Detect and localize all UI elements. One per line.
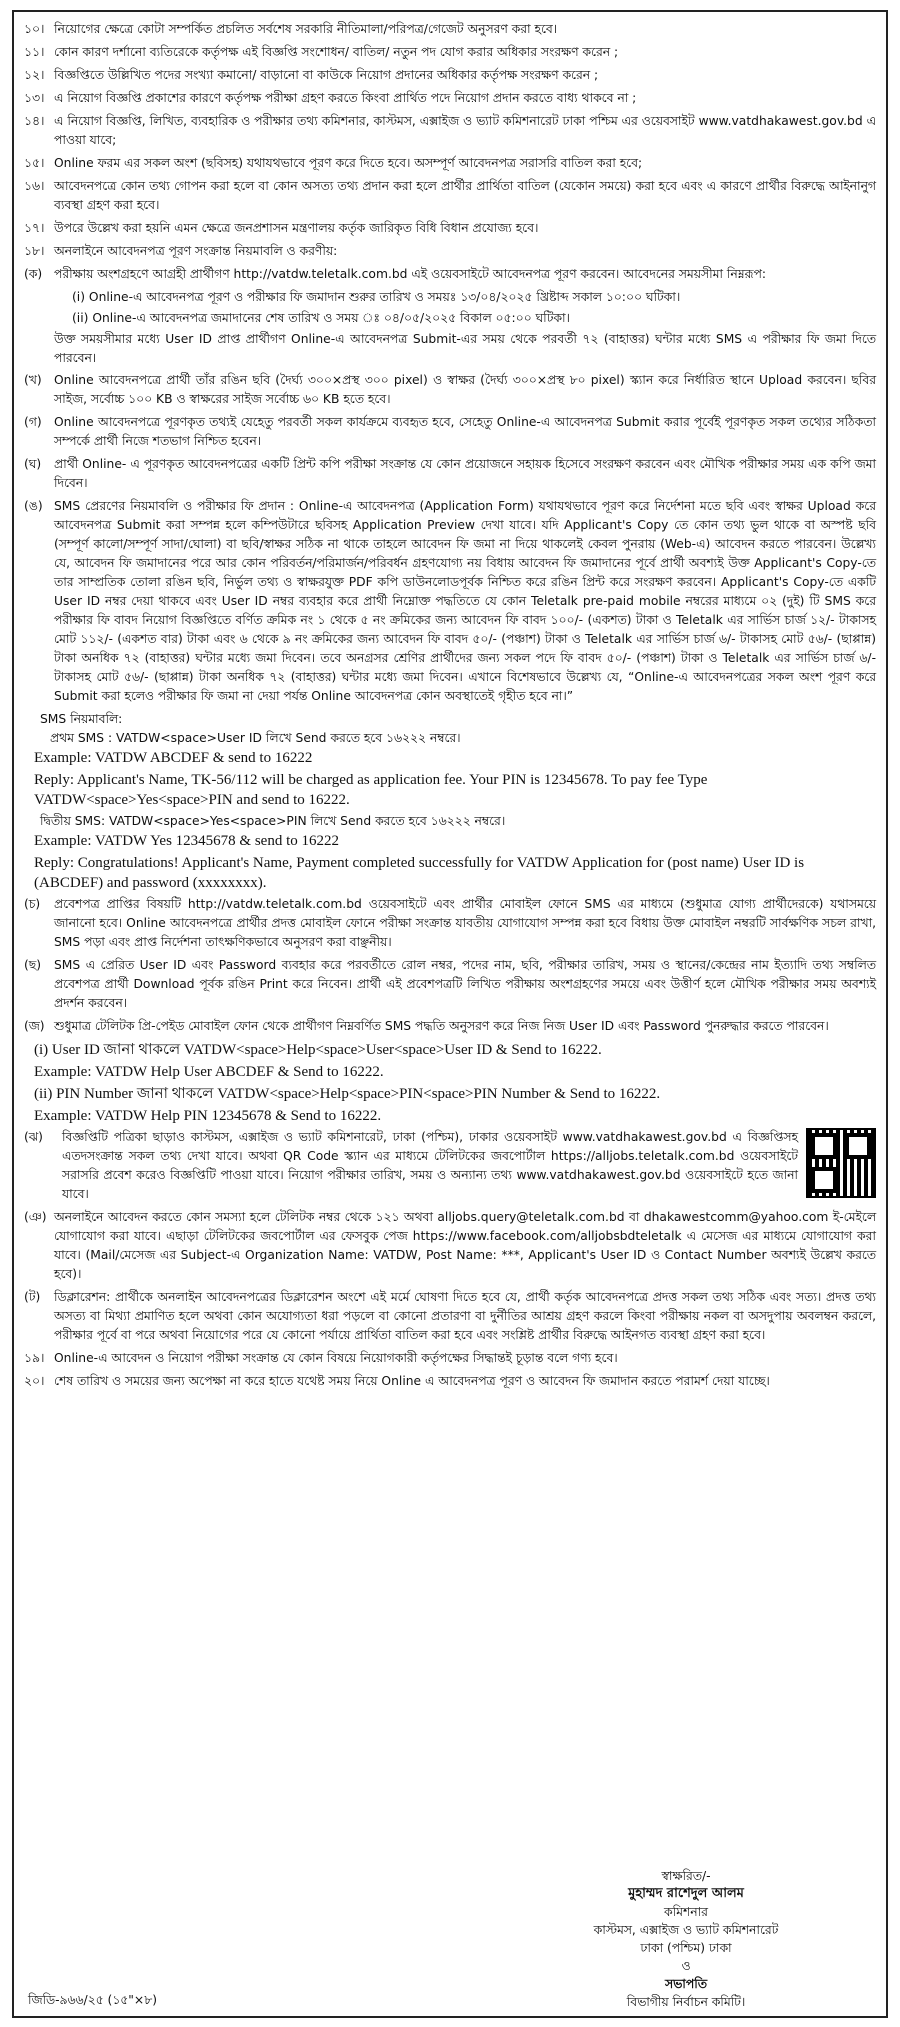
item-text: Online-এ আবেদন ও নিয়োগ পরীক্ষা সংক্রান্ত যে কোন বিষয়ে নিয়োগকারী কর্তৃপক্ষের সিদ্ধান্তই চূড়ান্ত বলে গণ্য হবে।	[54, 1351, 618, 1365]
deadline-note: উক্ত সময়সীমার মধ্যে User ID প্রাপ্ত প্রার্থীগণ Online-এ আবেদনপত্র Submit-এর সময় থেকে পরবর্তী ৭২ (বাহাত্তর) ঘন্টার মধ্যে SMS এ পরীক্ষার ফি জমা দিতে পারবেন।	[54, 332, 876, 365]
item-number: ১২।	[24, 68, 45, 82]
signatory-name: মুহাম্মদ রাশেদুল আলম	[628, 1886, 744, 1901]
item-text: এ নিয়োগ বিজ্ঞপ্তি প্রকাশের কারণে কর্তৃপক্ষ পরীক্ষা গ্রহণ করতে কিংবা প্রার্থিত পদে নিয়োগ প্রদান করতে বাধ্য থাকবে না ;	[54, 91, 637, 105]
item-13	[24, 89, 876, 108]
sub-item-ga	[24, 413, 876, 451]
item-14	[24, 112, 876, 150]
signatory-and: ও	[681, 1959, 691, 1973]
sub-number: (জ)	[24, 1019, 45, 1033]
sms-heading: SMS নিয়মাবলি:	[40, 712, 123, 726]
sub-number: (ঝ)	[24, 1130, 43, 1144]
item-18	[24, 242, 876, 261]
sub-item-jha	[24, 1128, 876, 1204]
signatory-office: কাস্টমস, এক্সাইজ ও ভ্যাট কমিশনারেট	[593, 1923, 779, 1937]
sms-example-1: Example: VATDW ABCDEF & send to 16222	[34, 750, 313, 766]
signatory-role: সভাপতি	[665, 1977, 707, 1991]
item-text: বিজ্ঞপ্তিতে উল্লিখিত পদের সংখ্যা কমানো/ বাড়ানো বা কাউকে নিয়োগ প্রদানের অধিকার কর্তৃপক্ষ সংরক্ষণ করেন ;	[54, 68, 599, 82]
sub-number: (গ)	[24, 415, 42, 429]
sms-first: প্রথম SMS : VATDW<space>User ID লিখে Send করতে হবে ১৬২২২ নম্বরে।	[50, 731, 461, 745]
sub-item-cha	[24, 895, 876, 952]
sub-number: (ঙ)	[24, 499, 43, 513]
sub-text: শুধুমাত্র টেলিটক প্রি-পেইড মোবাইল ফোন থেকে প্রার্থীগণ নিম্নবর্ণিত SMS পদ্ধতি অনুসরণ করে নিজ নিজ User ID এবং Password পুনরুদ্ধার করতে পারবেন।	[54, 1019, 829, 1033]
item-12	[24, 66, 876, 85]
signatory-city: ঢাকা (পশ্চিম) ঢাকা	[640, 1941, 732, 1955]
signatory-title: কমিশনার	[664, 1905, 708, 1919]
item-number: ১১।	[24, 45, 45, 59]
sub-text: SMS প্রেরণের নিয়মাবলি ও পরীক্ষার ফি প্রদান : Online-এ আবেদনপত্র (Application Form) যথাযথভাবে পূরণ করে নির্দেশনা মতে ছবি এবং স্বাক্ষর Upload করে আবেদনপত্র Submit করা সম্পন্ন হলে কম্পিউটারে ছবিসহ Application Preview দেখা যাবে। যদি Applicant's Copy তে কোন তথ্য ভুল থাকে বা অস্পষ্ট ছবি (সম্পূর্ণ কালো/সম্পূর্ণ সাদা/ঘোলা) বা ছবি/স্বাক্ষর সঠিক না থাকে তাহলে আবেদন ফি জমা না দিয়ে থাকলেই কেবল পুনরায় (Web-এ) আবেদন করতে পারবেন। উল্লেখ্য যে, আবেদন ফি জমাদানের পরে আর কোন পরিবর্তন/পরিমার্জন/পরিবর্ধন গ্রহণযোগ্য নয় বিধায় আবেদন ফি জমাদানের পূর্বে প্রার্থী অবশ্যই উক্ত Applicant's Copy-তে তার সাম্প্রতিক তোলা রঙিন ছবি, নির্ভুল তথ্য ও স্বাক্ষরযুক্ত PDF কপি ডাউনলোডপূর্বক নিশ্চিত করে রঙিন প্রিন্ট করে সংরক্ষণ করবেন। Applicant's Copy-তে একটি User ID নম্বর দেয়া থাকবে এবং User ID নম্বর ব্যবহার করে প্রার্থী নিম্নোক্ত পদ্ধতিতে যে কোন Teletalk pre-paid mobile নম্বরের মাধ্যমে ০২ (দুই) টি SMS করে পরীক্ষার ফি বাবদ নিয়োগ বিজ্ঞপ্তিতে বর্ণিত ক্রমিক নং ১ থেকে ৫ নং ক্রমিকের জন্য আবেদন ফি বাবদ ১০০/- (একশত) টাকা ও Teletalk এর সার্ভিস চার্জ ১২/- টাকাসহ মোট ১১২/- (একশত বার) টাকা এবং ৬ থেকে ৯ নং ক্রমিকের জন্য আবেদন ফি বাবদ ৫০/- (পঞ্চাশ) টাকা ও Teletalk এর সার্ভিস চার্জ ৬/- টাকাসহ মোট ৫৬/- (ছাপ্পান্ন) টাকা অনধিক ৭২ (বাহাত্তর) ঘন্টার মধ্যে জমা দিবেন। তবে অনগ্রসর শ্রেণির প্রার্থীদের জন্য সকল পদে ফি বাবদ ৫০/- (পঞ্চাশ) টাকা ও Teletalk এর সার্ভিস চার্জ ৬/- টাকাসহ মোট ৫৬/- (ছাপ্পান্ন) টাকা অনধিক ৭২ (বাহাত্তর) ঘন্টার মধ্যে জমা দিবেন। এখানে বিশেষভাবে উল্লেখ্য যে, “Online-এ আবেদনপত্রের সকল অংশ পূরণ করে Submit করা হলেও পরীক্ষার ফি জমা না দেয়া পর্যন্ত Online আবেদনপত্র কোন অবস্থাতেই গৃহীত হবে না।”	[54, 499, 877, 703]
sub-item-gha	[24, 455, 876, 493]
recover-user-id: (i) User ID জানা থাকলে VATDW<space>Help<space>User<space>User ID & Send to 16222.	[34, 1042, 602, 1058]
item-text: আবেদনপত্রে কোন তথ্য গোপন করা হলে বা কোন অসত্য তথ্য প্রদান করা হলে প্রার্থীর প্রার্থিতা বাতিল (যেকোন সময়ে) করা হবে এবং এ কারণে প্রার্থীর বিরুদ্ধে আইনানুগ ব্যবস্থা গ্রহণ করা হবে।	[54, 179, 876, 212]
item-number: ১০।	[24, 22, 45, 36]
sub-number: (খ)	[24, 373, 42, 387]
sub-text: প্রবেশপত্র প্রাপ্তির বিষয়টি http://vatdw.teletalk.com.bd ওয়েবসাইটে এবং প্রার্থীর মোবাইল ফোনে SMS এর মাধ্যমে (শুধুমাত্র যোগ্য প্রার্থীদেরকে) যথাসময়ে জানানো হবে। Online আবেদনপত্রে প্রার্থীর প্রদত্ত মোবাইল ফোনে পরীক্ষা সংক্রান্ত যাবতীয় যোগাযোগ সম্পন্ন করা হবে বিধায় উক্ত মোবাইল নম্বরটি সার্বক্ষণিক সচল রাখা, SMS পড়া এবং প্রাপ্ত নির্দেশনা তাৎক্ষণিকভাবে অনুসরণ করা বাঞ্ছনীয়।	[54, 897, 876, 949]
sub-text: পরীক্ষায় অংশগ্রহণে আগ্রহী প্রার্থীগণ http://vatdw.teletalk.com.bd এই ওয়েবসাইটে আবেদনপত্র পূরণ করবেন। আবেদনের সময়সীমা নিম্নরূপ:	[54, 267, 766, 281]
sub-text: অনলাইনে আবেদন করতে কোন সমস্যা হলে টেলিটক নম্বর থেকে ১২১ অথবা alljobs.query@teletalk.com.bd বা dhakawestcomm@yahoo.com ই-মেইলে যোগাযোগ করা যাবে। এছাড়া টেলিটকের জবপোর্টাল এর ফেসবুক পেজ https://www.facebook.com/alljobsbdteletalk এ মেসেজ এর মাধ্যমে যোগাযোগ করা যাবে। (Mail/মেসেজ এর Subject-এ Organization Name: VATDW, Post Name: ***, Applicant's User ID ও Contact Number অবশ্যই উল্লেখ করতে হবে)।	[54, 1210, 876, 1281]
sub-text: প্রার্থী Online- এ পূরণকৃত আবেদনপত্রের একটি প্রিন্ট কপি পরীক্ষা সংক্রান্ত যে কোন প্রয়োজনে সহায়ক হিসেবে সংরক্ষণ করবেন এবং মৌখিক পরীক্ষার সময় এক কপি জমা দিবেন।	[54, 457, 876, 490]
item-20	[24, 1372, 876, 1391]
sms-second: দ্বিতীয় SMS: VATDW<space>Yes<space>PIN লিখে Send করতে হবে ১৬২২২ নম্বরে।	[40, 814, 506, 828]
sub-number: (ঞ)	[24, 1210, 47, 1224]
recover-pin: (ii) PIN Number জানা থাকলে VATDW<space>Help<space>PIN<space>PIN Number & Send to 16222.	[34, 1086, 661, 1102]
sms-example-2: Example: VATDW Yes 12345678 & send to 16222	[34, 833, 340, 849]
sub-item-ta	[24, 1288, 876, 1345]
sub-text: ডিক্লারেশন: প্রার্থীকে অনলাইন আবেদনপত্রের ডিক্লারেশন অংশে এই মর্মে ঘোষণা দিতে হবে যে, প্রার্থী কর্তৃক আবেদনপত্রে প্রদত্ত সকল তথ্য সঠিক এবং সত্য। প্রদত্ত তথ্য অসত্য বা মিথ্যা প্রমাণিত হলে অথবা কোন অযোগ্যতা ধরা পড়লে বা কোনো প্রতারণা বা দুর্নীতির আশ্রয় গ্রহণ করলে কিংবা পরীক্ষায় নকল বা অসদুপায় অবলম্বন করলে, পরীক্ষার পূর্বে বা পরে অথবা নিয়োগের পরে যে কোনো পর্যায়ে প্রার্থিতা বাতিল করা হবে এবং সংশ্লিষ্ট প্রার্থীর বিরুদ্ধে আইনগত ব্যবস্থা গ্রহণ করা হবে।	[54, 1290, 876, 1342]
sms-reply-1: Reply: Applicant's Name, TK-56/112 will be charged as application fee. Your PIN is 12345678. To pay fee Type VATDW<space>Yes<space>PIN and send to 16222.	[34, 772, 708, 808]
sub-number: (ক)	[24, 267, 43, 281]
sub-item-nya	[24, 1208, 876, 1284]
gd-code: জিডি-৯৬৬/২৫ (১৫"×৮)	[28, 1993, 158, 2007]
sub-number: (ছ)	[24, 958, 42, 972]
sub-item-ka	[24, 265, 876, 284]
item-10	[24, 20, 876, 39]
deadline-end: (ii) Online-এ আবেদনপত্র জমাদানের শেষ তারিখ ও সময় ঃ ০৪/০৫/২০২৫ বিকাল ০৫:০০ ঘটিকা।	[72, 311, 570, 325]
sub-text: Online আবেদনপত্রে প্রার্থী তাঁর রঙিন ছবি (দৈর্ঘ্য ৩০০×প্রস্থ ৩০০ pixel) ও স্বাক্ষর (দৈর্ঘ্য ৩০০×প্রস্থ ৮০ pixel) স্ক্যান করে নির্ধারিত স্থানে Upload করবেন। ছবির সাইজ, সর্বোচ্চ ১০০ KB ও স্বাক্ষরের সাইজ সর্বোচ্চ ৬০ KB হতে হবে।	[54, 373, 876, 406]
sms-reply-2: Reply: Congratulations! Applicant's Name, Payment completed successfully for VATDW Application for (post name) User ID is (ABCDEF) and password (xxxxxxxx).	[34, 855, 805, 891]
item-text: Online ফরম এর সকল অংশ (ছবিসহ) যথাযথভাবে পূরণ করে দিতে হবে। অসম্পূর্ণ আবেদনপত্র সরাসরি বাতিল করা হবে;	[54, 156, 643, 170]
item-number: ১৫।	[24, 156, 45, 170]
item-text: শেষ তারিখ ও সময়ের জন্য অপেক্ষা না করে হাতে যথেষ্ট সময় নিয়ে Online এ আবেদনপত্র পূরণ ও আবেদন ফি জমাদান করতে পরামর্শ দেয়া যাচ্ছে।	[54, 1374, 770, 1388]
item-number: ১৬।	[24, 179, 45, 193]
item-text: কোন কারণ দর্শানো ব্যতিরেকে কর্তৃপক্ষ এই বিজ্ঞপ্তি সংশোধন/ বাতিল/ নতুন পদ যোগ করার অধিকার সংরক্ষণ করেন ;	[54, 45, 619, 59]
signature-block	[556, 1867, 816, 2011]
sub-number: (ট)	[24, 1290, 41, 1304]
item-17	[24, 219, 876, 238]
item-text: এ নিয়োগ বিজ্ঞপ্তি, লিখিত, ব্যবহারিক ও পরীক্ষার তথ্য কমিশনার, কাস্টমস, এক্সাইজ ও ভ্যাট কমিশনারেট ঢাকা পশ্চিম এর ওয়েবসাইট www.vatdhakawest.gov.bd এ পাওয়া যাবে;	[54, 114, 876, 147]
item-number: ১৮।	[24, 244, 45, 258]
item-15	[24, 154, 876, 173]
item-number: ১৭।	[24, 221, 45, 235]
item-number: ১৪।	[24, 114, 45, 128]
item-number: ১৯।	[24, 1351, 45, 1365]
sub-item-kha	[24, 371, 876, 409]
qr-code-icon[interactable]	[806, 1128, 876, 1198]
sub-item-nga	[24, 497, 876, 706]
recover-pin-example: Example: VATDW Help PIN 12345678 & Send to 16222.	[34, 1108, 382, 1124]
notice-frame	[12, 10, 888, 2018]
item-11	[24, 43, 876, 62]
item-number: ১৩।	[24, 91, 45, 105]
sub-text: বিজ্ঞপ্তিটি পত্রিকা ছাড়াও কাস্টমস, এক্সাইজ ও ভ্যাট কমিশনারেট, ঢাকা (পশ্চিম), ঢাকার ওয়েবসাইট www.vatdhakawest.gov.bd এ বিজ্ঞপ্তিসহ এতদসংক্রান্ত সকল তথ্য দেখা যাবে। অথবা QR Code স্ক্যান এর মাধ্যমে টেলিটকের জবপোর্টাল https://alljobs.teletalk.com.bd ওয়েবসাইটে সরাসরি প্রবেশ করেও বিজ্ঞপ্তিটি পাওয়া যাবে। নিয়োগ পরীক্ষার তারিখ, সময় ও অন্যান্য তথ্য www.vatdhakawest.gov.bd ওয়েবসাইটে হতে জানা যাবে।	[62, 1130, 798, 1201]
sub-text: Online আবেদনপত্রে পূরণকৃত তথ্যই যেহেতু পরবর্তী সকল কার্যক্রমে ব্যবহৃত হবে, সেহেতু Online-এ আবেদনপত্র Submit করার পূর্বেই পূরণকৃত সকল তথ্যের সঠিকতা সম্পর্কে প্রার্থী নিজে শতভাগ নিশ্চিত হবেন।	[54, 415, 876, 448]
sub-text: SMS এ প্রেরিত User ID এবং Password ব্যবহার করে পরবর্তীতে রোল নম্বর, পদের নাম, ছবি, পরীক্ষার তারিখ, সময় ও স্থানের/কেন্দ্রের নাম ইত্যাদি তথ্য সম্বলিত প্রবেশপত্র প্রার্থী Download পূর্বক রঙিন Print করে নিবেন। প্রার্থী এই প্রবেশপত্রটি লিখিত পরীক্ষায় অংশগ্রহণের সময়ে এবং উত্তীর্ণ হলে মৌখিক পরীক্ষার সময় অবশ্যই প্রদর্শন করবেন।	[54, 958, 876, 1010]
item-text: অনলাইনে আবেদনপত্র পূরণ সংক্রান্ত নিয়মাবলি ও করণীয়:	[54, 244, 338, 258]
sub-number: (ঘ)	[24, 457, 42, 471]
signatory-committee: বিভাগীয় নির্বাচন কমিটি।	[626, 1995, 746, 2009]
sub-number: (চ)	[24, 897, 41, 911]
item-text: নিয়োগের ক্ষেত্রে কোটা সম্পর্কিত প্রচলিত সর্বশেষ সরকারি নীতিমালা/পরিপত্র/গেজেট অনুসরণ করা হবে।	[54, 22, 558, 36]
item-19	[24, 1349, 876, 1368]
signed-label: স্বাক্ষরিত/-	[661, 1869, 711, 1883]
sub-item-ja	[24, 1017, 876, 1036]
recover-user-id-example: Example: VATDW Help User ABCDEF & Send to 16222.	[34, 1064, 384, 1080]
item-text: উপরে উল্লেখ করা হয়নি এমন ক্ষেত্রে জনপ্রশাসন মন্ত্রণালয় কর্তৃক জারিকৃত বিধি বিধান প্রযোজ্য হবে।	[54, 221, 539, 235]
item-16	[24, 177, 876, 215]
deadline-start: (i) Online-এ আবেদনপত্র পূরণ ও পরীক্ষার ফি জমাদান শুরুর তারিখ ও সময়ঃ ১৩/০৪/২০২৫ খ্রিষ্টাব্দ সকাল ১০:০০ ঘটিকা।	[72, 290, 681, 304]
sub-item-chha	[24, 956, 876, 1013]
item-number: ২০।	[24, 1374, 45, 1388]
